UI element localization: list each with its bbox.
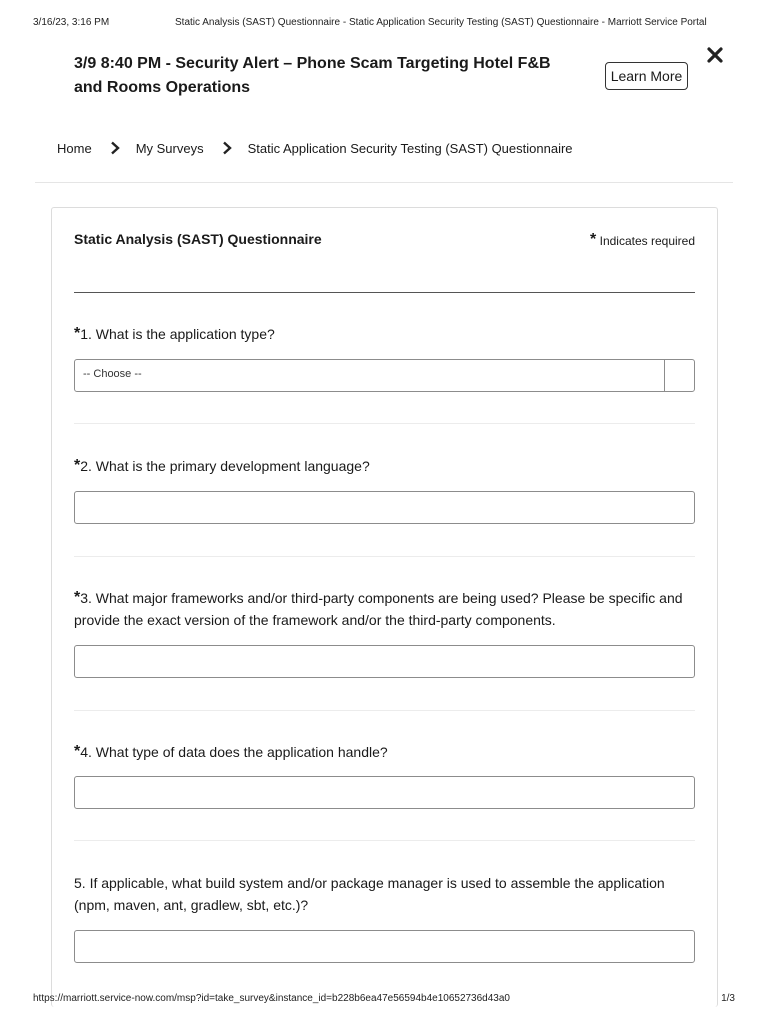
data-type-input[interactable] xyxy=(74,776,695,809)
question-divider xyxy=(74,556,695,557)
question-5 xyxy=(74,872,695,916)
frameworks-input[interactable] xyxy=(74,645,695,678)
development-language-input[interactable] xyxy=(74,491,695,524)
learn-more-button[interactable]: Learn More xyxy=(605,62,688,90)
required-star: * xyxy=(74,325,81,342)
survey-title: Static Analysis (SAST) Questionnaire xyxy=(74,231,322,247)
required-star: * xyxy=(74,457,81,474)
question-4-text: 4. What type of data does the application handle? xyxy=(80,744,388,760)
required-star: * xyxy=(590,231,597,248)
breadcrumb-current: Static Application Security Testing (SAST) Questionnaire xyxy=(247,140,573,156)
chevron-right-icon xyxy=(107,140,123,156)
required-legend xyxy=(590,231,695,249)
question-3 xyxy=(74,587,695,631)
question-2 xyxy=(74,455,695,477)
required-note-text: Indicates required xyxy=(599,234,695,248)
print-date: 3/16/23, 3:16 PM xyxy=(33,17,110,28)
question-1 xyxy=(74,323,695,345)
question-2-text: 2. What is the primary development language? xyxy=(80,458,370,474)
print-header xyxy=(33,17,735,31)
print-footer xyxy=(33,993,735,1007)
select-dropdown-button[interactable] xyxy=(664,360,694,391)
breadcrumb-home[interactable]: Home xyxy=(57,140,92,156)
question-divider xyxy=(74,710,695,711)
required-star: * xyxy=(74,589,81,606)
question-5-text: 5. If applicable, what build system and/or package manager is used to assemble the application (npm, maven, ant, gradlew, sbt, etc.)? xyxy=(74,875,665,913)
question-divider xyxy=(74,423,695,424)
question-divider xyxy=(74,840,695,841)
build-system-input[interactable] xyxy=(74,930,695,963)
chevron-right-icon xyxy=(219,140,235,156)
title-divider xyxy=(74,292,695,293)
header-divider xyxy=(35,182,733,183)
question-1-text: 1. What is the application type? xyxy=(80,326,275,342)
application-type-select-value: -- Choose -- xyxy=(83,368,142,380)
question-3-text: 3. What major frameworks and/or third-party components are being used? Please be specific and provide the exact version of the framework and/or the third-party components. xyxy=(74,590,683,628)
close-x-icon[interactable] xyxy=(704,44,726,66)
breadcrumb-my-surveys[interactable]: My Surveys xyxy=(135,140,204,156)
print-page-number: 1/3 xyxy=(721,993,735,1004)
alert-title: 3/9 8:40 PM - Security Alert – Phone Scam Targeting Hotel F&B and Rooms Operations xyxy=(74,55,551,96)
breadcrumb xyxy=(57,139,573,157)
print-doc-title: Static Analysis (SAST) Questionnaire - Static Application Security Testing (SAST) Questionnaire - Marriott Service Portal xyxy=(175,17,707,28)
application-type-select[interactable] xyxy=(74,359,695,392)
required-star: * xyxy=(74,743,81,760)
print-url: https://marriott.service-now.com/msp?id=take_survey&instance_id=b228b6ea47e56594b4e10652736d43a0 xyxy=(33,993,510,1004)
question-4 xyxy=(74,741,695,763)
